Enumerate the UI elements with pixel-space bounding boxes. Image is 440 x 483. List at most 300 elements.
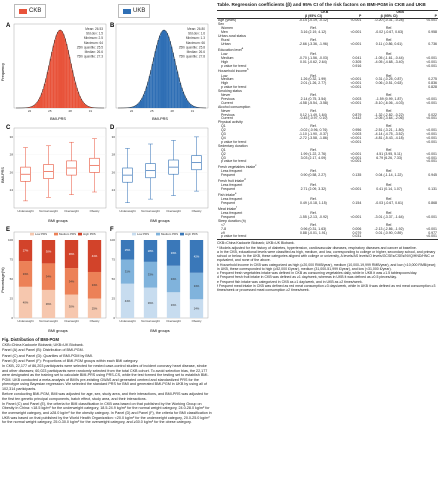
legend-label: Medium PRS	[161, 232, 179, 236]
beta-ci-cell: Ref.	[310, 222, 317, 227]
y-tick-label: 0	[113, 316, 115, 320]
row-label: Smoking status	[218, 89, 242, 94]
chart-marks	[8, 24, 208, 323]
panel-f-letter: F	[110, 227, 114, 233]
stats-line: Mean: 26.80	[187, 27, 205, 31]
stats-line: Median: 26.6	[186, 50, 205, 54]
p-value-cell: 0.879	[352, 112, 362, 117]
histogram-bar	[66, 44, 68, 108]
p-value-cell: <0.001	[426, 128, 437, 133]
stats-line: Minimum: 1.3	[185, 36, 205, 41]
beta-ci-cell	[362, 235, 416, 239]
beta-ci-cell: 0.96 (0.31, 1.63)	[300, 226, 327, 231]
category-tick-label: Obesity	[191, 319, 202, 323]
p-value-cell: <0.001	[426, 18, 437, 23]
row-label: Previous	[221, 96, 235, 101]
histogram-bar	[63, 34, 65, 108]
y-tick-label: 50	[9, 277, 13, 281]
p-value-cell: <0.001	[350, 100, 362, 105]
histogram-bar	[70, 64, 72, 108]
beta-ci-cell: Ref.	[385, 37, 393, 42]
beta-ci-cell: Ref.	[385, 26, 393, 31]
panel-f-xlabel: BMI groups	[150, 329, 170, 333]
histogram-bar	[161, 32, 163, 108]
legend-swatch	[132, 233, 136, 236]
p-value-cell: <0.001	[426, 159, 437, 164]
p-value-cell: <0.001	[426, 116, 437, 121]
histogram-bar	[169, 41, 171, 108]
p-value-cell: <0.001	[350, 187, 362, 192]
figure-caption	[2, 338, 213, 425]
table-note: b Household income in CKB was categorized as high (≥20,000 RMB/year), medium (10,000-19,999 RMB/year), and low (<10,000 RMB/year); in UKB, these corresponded to high (≥52,000 £/year), medium (31,000-51,999 £/year), and low (<31,000 £/year).	[217, 262, 437, 271]
legend-swatch	[78, 233, 82, 236]
row-label: Q1	[221, 147, 226, 152]
y-tick-label: 75	[111, 257, 115, 262]
histogram-bar	[178, 77, 180, 108]
p-value-cell: <0.001	[350, 159, 362, 164]
beta-ci-cell: 2.14 (0.75, 3.54)	[300, 96, 327, 101]
row-label: Urban-rural status	[218, 34, 247, 39]
histogram-bar	[168, 37, 170, 108]
beta-ci-cell: -2.51 (-3.21, -1.80)	[374, 128, 404, 133]
category-tick-label: Underweight	[119, 319, 136, 323]
beta-ci-cell: -0.03 (-0.67, 0.61)	[375, 201, 404, 206]
caption-line: Panel (A) and Panel (B): Distribution of BMI-PGM.	[2, 348, 84, 353]
histogram-bar	[185, 98, 187, 108]
row-label: 7-8	[221, 226, 227, 231]
row-label-footnote: c	[255, 164, 257, 168]
row-label: Q4	[221, 136, 226, 140]
beta-ci-cell: Ref.	[310, 211, 317, 216]
beta-ci-cell: -3.01 (-3.37, -1.64)	[374, 214, 404, 219]
beta-ci-cell: -0.02 (-0.96, 0.76)	[299, 128, 328, 133]
histogram-bar	[45, 78, 47, 108]
beta-ci-cell: 0.12 (-1.49, 1.64)	[300, 112, 327, 117]
beta-ci-cell: 0.11 (-0.86, 0.61)	[375, 41, 403, 46]
panel-a-ylabel: Frequency	[1, 63, 5, 81]
p-value-cell: <0.001	[350, 85, 362, 90]
histogram-bar	[166, 33, 168, 108]
beta-ci-cell: Ref.	[310, 197, 317, 202]
row-label-footnote: d	[244, 178, 246, 182]
legend-ukb-swatch	[123, 9, 131, 14]
histogram-bar	[141, 98, 143, 108]
bar-data-label: 33%	[22, 271, 29, 276]
p-value-cell: <0.001	[350, 214, 362, 219]
p-value-cell: 0.956	[352, 128, 362, 133]
x-tick-label: 28	[170, 109, 174, 113]
histogram-bar	[76, 88, 78, 108]
beta-ci-cell: 4.51 (3.95, 5.11)	[376, 151, 402, 156]
histogram-bar	[47, 72, 49, 108]
histogram-bar	[67, 50, 69, 108]
beta-ci-cell: 2.71 (2.09, 3.32)	[300, 187, 327, 192]
beta-ci-cell: 3.16 (2.19, 4.12)	[300, 30, 327, 35]
stats-line: Mean: 26.53	[85, 27, 103, 31]
table-note: CKB=China Kadoorie Biobank; UKB=UK Biobank.	[217, 241, 295, 246]
row-label: Less frequent	[221, 211, 243, 216]
bar-data-label: 44%	[124, 298, 131, 303]
bar-data-label: 24%	[193, 306, 200, 311]
bar-data-label: 42%	[193, 254, 200, 259]
beta-ci-cell: 3.03 (2.17, 4.09)	[300, 155, 327, 160]
beta-ci-cell: 0.04 (-1.14, 1.22)	[375, 173, 403, 178]
y-tick-label: 25	[9, 296, 13, 301]
bar-data-label: 33%	[147, 272, 154, 277]
table-body	[217, 19, 438, 240]
table-note: d Frequent fresh fruit intake in CKB was defined as ≥1 day/week, whereas in UKB it was defined as ≥0.5 pieces/day.	[217, 275, 397, 280]
beta-ci-cell: -0.70 (-1.56, -0.03)	[298, 55, 329, 60]
stats-line: 75th quantile: 27.3	[76, 54, 103, 59]
regression-table	[217, 10, 438, 241]
row-label: Fresh fruit intake$^d$	[218, 178, 246, 184]
x-tick-label: 25	[150, 109, 154, 113]
beta-ci-cell: -1.10 (-1.90, -0.37)	[298, 132, 329, 137]
figure	[0, 0, 214, 336]
beta-ci-cell: 0.01 (-0.90, 0.89)	[375, 230, 403, 235]
caption-line: Panel (E) and Panel (F): Proportions of BMI-PGM groups within each BMI category.	[2, 358, 139, 363]
row-label: High	[221, 59, 229, 64]
p-value-cell: <0.001	[426, 63, 437, 68]
table-head-ckb-p: P	[340, 15, 362, 19]
p-value-cell: 0.135	[352, 173, 362, 178]
beta-ci-cell: -1.05 (-1.61, -0.44)	[374, 55, 404, 60]
histogram-bar	[73, 77, 75, 108]
p-value-cell: 0.022	[428, 112, 437, 117]
bar-data-label: 34%	[193, 284, 200, 289]
beta-ci-cell: Ref.	[310, 169, 317, 174]
table-head-ckb-beta: β (95% CI)	[287, 15, 341, 19]
row-label: p value for trend	[221, 63, 247, 68]
p-value-cell: <0.001	[350, 151, 362, 156]
histogram-bar	[147, 82, 149, 108]
histogram-bar	[174, 59, 176, 108]
bar-data-label: 41%	[91, 253, 98, 258]
row-label: Women	[221, 26, 233, 31]
p-value-cell: 0.006	[352, 226, 362, 231]
p-value-cell: <0.001	[416, 235, 438, 239]
category-tick-label: Obesity	[89, 209, 100, 213]
table-title: Table. Regression coefficients (β) and 95% CI of the risk factors on BMI-PGM in CKB and UKB	[217, 2, 426, 7]
p-value-cell: 0.031	[340, 235, 362, 239]
p-value-cell: <0.001	[426, 226, 437, 231]
legend-swatch	[30, 233, 34, 236]
histogram-bar	[69, 57, 71, 108]
category-tick-label: Underweight	[119, 209, 136, 213]
p-value-cell: 0.442	[352, 116, 362, 121]
histogram-bar	[184, 95, 186, 108]
p-value-cell: 0.003	[352, 96, 362, 101]
category-tick-label: Obesity	[191, 209, 202, 213]
caption-line: Before conducting BMI-PGM, BMI was adjusted for age, sex, study area, and their interactions, and BMI-PRS was adjusted for the first ten genetic principal components, batch effect, study area, and their interactions.	[2, 392, 209, 401]
histogram-bar	[72, 70, 74, 108]
stats-line: Std.dev: 1.5	[85, 31, 103, 36]
caption-line: Panel (C) and Panel (D): Quartiles of BMI-PGM by BMI.	[2, 353, 93, 358]
p-value-cell: <0.001	[350, 136, 362, 140]
beta-ci-cell: Ref.	[310, 51, 317, 56]
row-label: ≥9	[221, 230, 225, 235]
legend-ukb	[118, 4, 150, 18]
bar-data-label: 34%	[170, 277, 177, 281]
histogram-bar	[54, 40, 56, 108]
panel-b-letter: B	[110, 23, 115, 29]
table-head-ukb-beta: β (95% CI)	[362, 15, 416, 19]
beta-ci-cell: -2.72 (-3.58, -1.86)	[298, 136, 329, 140]
row-label: Less frequent	[221, 183, 243, 188]
histogram-bar	[171, 47, 173, 108]
row-label: Household income$^b$	[218, 68, 249, 74]
beta-ci-cell: -0.14 (-0.19, -0.12)	[298, 18, 329, 23]
stats-line: Minimum: 2.5	[83, 36, 103, 41]
p-value-cell: <0.001	[426, 59, 437, 64]
beta-ci-cell: 0.06 (-0.51, 0.63)	[375, 81, 403, 86]
table-note: c Frequent fresh vegetables intake was defined in CKB as consuming vegetables daily, while in UKB it was ≥1.5 tablespoons/day.	[217, 270, 418, 275]
row-label: Fish intake$^e$	[218, 192, 237, 198]
p-value-cell: 0.003	[352, 132, 362, 137]
histogram-bar	[172, 53, 174, 108]
p-value-cell: 0.945	[428, 173, 437, 178]
histogram-bar	[51, 52, 53, 108]
legend-label: High PRS	[185, 232, 198, 236]
row-label: Medium	[221, 77, 234, 82]
histogram-bar	[152, 64, 154, 108]
panel-b-xlabel: BMI-PRS	[152, 117, 168, 121]
beta-ci-cell: 0.31 (-0.25, 0.87)	[375, 77, 403, 82]
x-tick-label: 28	[68, 109, 72, 113]
row-label: Age (years)	[218, 18, 237, 23]
p-value-cell: <0.001	[350, 18, 362, 23]
beta-ci-cell: Ref.	[385, 147, 393, 152]
p-value-cell: 0.131	[428, 187, 437, 192]
beta-ci-cell: Ref.	[385, 211, 393, 216]
p-value-cell: <0.001	[350, 30, 362, 35]
category-tick-label: Underweight	[17, 319, 34, 323]
beta-ci-cell: Ref.	[385, 73, 393, 78]
p-value-cell: 0.041	[352, 55, 362, 60]
row-label: Meat intake$^f$	[218, 205, 237, 212]
legend-label: High PRS	[83, 232, 96, 236]
table-note: f Frequent meat intake in CKB was defined as red meat consumption ≥3 days/week, while in UKB it was defined as red meat consumption ≥3 times/week or processed meat consumption ≥2 times/week.	[217, 283, 436, 292]
row-label: Frequent	[221, 201, 236, 206]
category-tick-label: Normal weight	[39, 319, 58, 323]
category-tick-label: Underweight	[17, 209, 34, 213]
beta-ci-cell: Ref.	[385, 93, 393, 98]
histogram-bar	[175, 65, 177, 108]
caption-line: In CKB, 22,177 of 86,203 participants were selected for nested case-control studies of incident coronary heart disease, stroke and other diseases; 60,023 participants were randomly selected from the total CKB cohort. To avoid selection bias, the 22,177 were designated as the training set to calculate BMI-PRS using PRS-CS, while the test formed the testing set to establish BMI-PGM. UKB conducted a meta-analysis of BMI's pre-existing GWAS and generated centred and standardized PRS for the phenotype using Bayesian regression. We selected the standard PRS for BMI and generated BMI-PGM in UKB by using all of 102,314 participants.	[2, 363, 209, 391]
histogram-bar	[57, 32, 59, 108]
histogram-bar	[60, 30, 62, 108]
legend-ckb-swatch	[19, 9, 27, 14]
row-label: p value for trend	[221, 159, 247, 164]
bar-data-label: 30%	[68, 304, 75, 309]
histogram-bar	[48, 66, 50, 108]
category-tick-label: Normal weight	[141, 319, 160, 323]
x-tick-label: 25	[48, 109, 52, 113]
beta-ci-cell: -4.81 (-5.43, -4.18)	[374, 136, 404, 140]
beta-ci-cell: 6.79 (6.26, 7.33)	[376, 155, 402, 160]
caption-line: CKB=China Kadoorie Biobank; UKB=UK Biobank.	[2, 343, 84, 348]
histogram-bar	[42, 89, 44, 108]
bar-data-label: 25%	[91, 306, 98, 311]
panel-d-letter: D	[110, 125, 115, 131]
legend-label: Medium PRS	[59, 232, 77, 236]
bar-data-label: 34%	[91, 283, 98, 288]
row-label: Men	[221, 30, 228, 35]
row-label: Less frequent	[221, 197, 243, 202]
row-label: Q3	[221, 155, 226, 160]
beta-ci-cell: Ref.	[310, 73, 317, 78]
bar-data-label: 34%	[45, 274, 52, 279]
table-row	[217, 235, 438, 239]
x-tick-label: 31	[190, 109, 195, 113]
beta-ci-cell: 1.26 (0.32, 1.99)	[300, 77, 327, 82]
row-label: Frequent	[221, 214, 236, 219]
histogram-bar	[183, 92, 185, 108]
p-value-cell: 0.977	[428, 230, 437, 235]
row-label: Rural	[221, 37, 230, 42]
x-tick-label: 22	[129, 109, 134, 113]
histogram-bar	[156, 45, 158, 108]
stats-line: Std.dev: 1.6	[187, 31, 205, 36]
histogram-bar	[163, 30, 165, 108]
row-label: Current	[221, 116, 233, 121]
y-tick-label: 30	[9, 134, 13, 139]
x-tick-label: 31	[88, 109, 93, 113]
category-tick-label: Normal weight	[39, 209, 58, 213]
histogram-bar	[59, 30, 61, 108]
figure-panels	[0, 0, 214, 336]
histogram-bar	[177, 72, 179, 108]
beta-ci-cell: -2.66 (-3.36, -1.96)	[298, 41, 329, 46]
row-label: Sleep duration (h)	[218, 218, 246, 223]
bar-data-label: 31%	[124, 269, 131, 274]
histogram-bar	[50, 59, 52, 108]
y-tick-label: 50	[111, 277, 115, 281]
beta-ci-cell: -2.13 (-2.86, -1.92)	[374, 226, 404, 231]
p-value-cell: 0.836	[428, 81, 437, 86]
beta-ci-cell: Ref.	[310, 93, 317, 98]
caption-title: Fig. Distribution of BMI-PGM	[2, 337, 59, 342]
row-label: Frequent	[221, 187, 236, 192]
row-label: High	[221, 81, 229, 86]
row-label: Never	[221, 108, 231, 113]
table-head-ckb: CKB	[287, 10, 363, 14]
beta-ci-cell: -1.59 (0.99, 1.87)	[375, 96, 403, 101]
panel-d-xlabel: BMI groups	[150, 219, 170, 223]
row-label: Sex	[218, 22, 225, 27]
row-label: Alcohol consumption	[218, 104, 251, 109]
beta-ci-cell: 0.01 (-0.62, 2.64)	[300, 59, 327, 64]
histogram-bar	[39, 97, 41, 108]
beta-ci-cell: Ref.	[385, 51, 393, 56]
y-tick-label: 30	[111, 134, 115, 139]
histogram-bar	[53, 46, 55, 108]
legend-ukb-label: UKB	[133, 8, 146, 14]
beta-ci-cell: -4.05 (-4.68, -3.40)	[374, 59, 404, 64]
legend-swatch	[180, 233, 184, 236]
p-value-cell: 0.868	[428, 201, 437, 206]
bar-data-label: 25%	[124, 247, 131, 252]
histogram-bar	[180, 83, 182, 108]
row-label: Q2	[221, 151, 226, 156]
beta-ci-cell: Ref.	[310, 183, 317, 188]
legend-label: Low PRS	[137, 232, 150, 236]
panel-e-ylabel: Percentage(%)	[1, 267, 5, 293]
y-tick-label: 26	[111, 170, 115, 175]
beta-ci-cell	[287, 235, 341, 239]
table-note: e Frequent fish intake was categorized in CKB as ≥1 day/week, and in UKB as ≥2 times/week.	[217, 279, 363, 284]
row-label: Previous	[221, 112, 235, 117]
panel-c-letter: C	[6, 125, 11, 131]
p-value-cell: 0.275	[428, 77, 437, 82]
beta-ci-cell: -1.32 (-2.82, -0.22)	[374, 112, 404, 117]
beta-ci-cell: Ref.	[385, 124, 393, 129]
row-label-footnote: a	[241, 46, 244, 50]
table-head-ukb: UKB	[362, 10, 438, 14]
y-tick-label: 26	[9, 170, 13, 175]
beta-ci-cell: Ref.	[385, 169, 393, 174]
beta-ci-cell: -5.10 (-6.06, -4.03)	[374, 100, 404, 105]
beta-ci-cell: 0.88 (-0.01, 1.91)	[300, 230, 327, 235]
stats-line: Median: 26.6	[84, 50, 103, 54]
stats-line: 75th quantile: 27.8	[178, 54, 205, 59]
row-label: p value for trend	[221, 85, 247, 90]
row-label: p value for trend	[217, 235, 287, 239]
y-tick-label: 100	[109, 238, 115, 242]
caption-lines	[2, 343, 213, 425]
histogram-bar	[79, 96, 81, 108]
p-value-cell: <0.001	[426, 136, 437, 140]
bar-data-label: 34%	[68, 279, 75, 284]
histogram-bar	[56, 35, 58, 108]
p-value-cell: <0.001	[426, 139, 437, 144]
histogram-bar	[165, 31, 167, 108]
row-label: Current	[221, 100, 233, 105]
beta-ci-cell: Ref.	[385, 222, 393, 227]
y-tick-label: 100	[7, 238, 13, 242]
histogram-bar	[64, 39, 66, 108]
stats-line: Maximum: 64	[83, 40, 103, 45]
y-tick-label: 75	[9, 257, 13, 262]
histogram-bar	[181, 88, 183, 108]
row-label: Low	[221, 73, 228, 78]
beta-ci-cell: Ref.	[310, 26, 317, 31]
beta-ci-cell: -0.20 (-0.31, -0.28)	[374, 18, 404, 23]
category-tick-label: Obesity	[89, 319, 100, 323]
p-value-cell: <0.001	[350, 139, 362, 144]
histogram-bar	[144, 91, 146, 108]
p-value-cell: <0.001	[350, 41, 362, 46]
bar-data-label: 39%	[147, 300, 154, 305]
histogram-bar	[158, 40, 160, 108]
p-value-cell: <0.001	[350, 155, 362, 160]
panel-a-letter: A	[6, 23, 11, 29]
row-label: Q2	[221, 128, 226, 133]
p-value-cell: <0.001	[426, 96, 437, 101]
panel-e-xlabel: BMI groups	[48, 329, 68, 333]
table-head-ukb-p: P	[416, 15, 438, 19]
row-label: Q1	[221, 124, 226, 129]
histogram-bar	[78, 92, 80, 108]
y-tick-label: 24	[9, 188, 13, 193]
beta-ci-cell: 0.49 (-0.18, 1.15)	[300, 201, 327, 206]
table-notes	[217, 241, 438, 292]
p-value-cell: <0.001	[426, 214, 437, 219]
row-label: <7	[221, 222, 225, 227]
table-note: * Models adjusted for the history of diabetes, hypertension, cardiovascular diseases, respiratory diseases and cancer at baseline.	[217, 245, 417, 250]
p-value-cell: 0.305	[352, 59, 362, 64]
stats-line: Maximum: 66	[185, 40, 205, 45]
